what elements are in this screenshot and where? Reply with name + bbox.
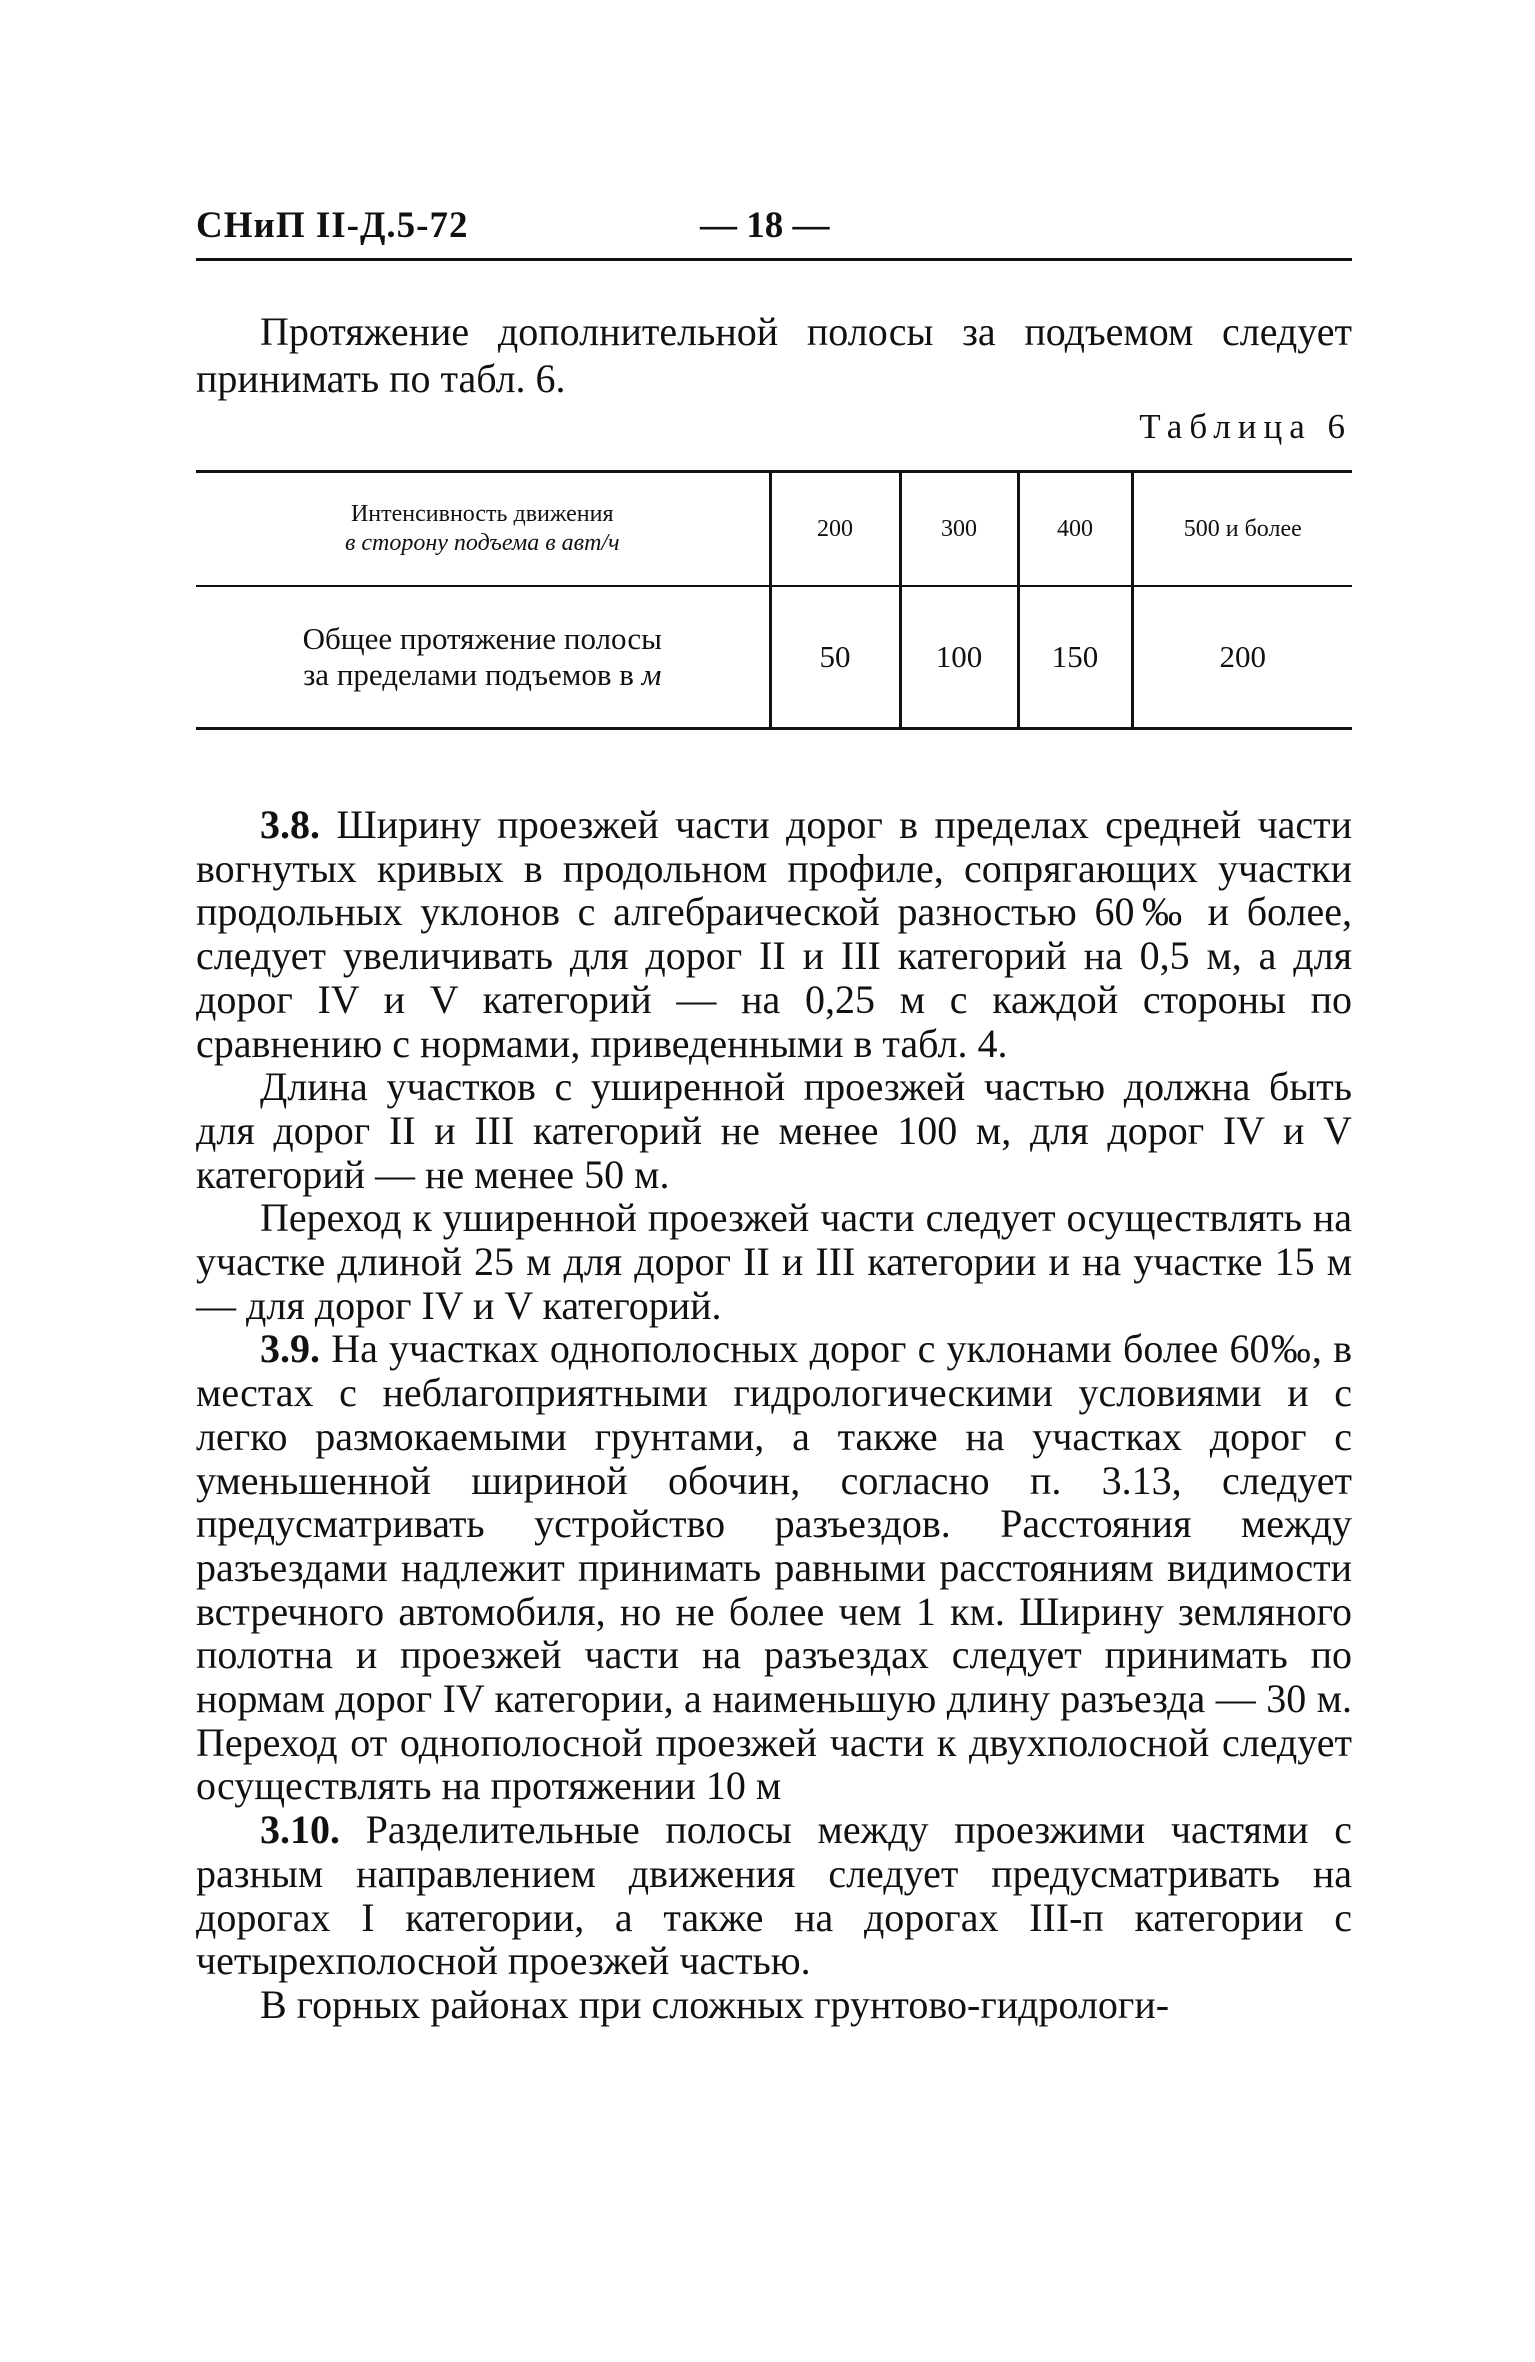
table-cell: 500 и более [1132, 472, 1352, 587]
paragraph: Переход к уширенной проезжей части следует осуществлять на участке длиной 25 м для дорог II и III категории и на участке 15 м — для дорог IV и V категорий. [196, 1195, 1352, 1328]
intro-paragraph: Протяжение дополнительной полосы за подъемом следует принимать по табл. 6. [196, 309, 1352, 401]
table-row [196, 472, 1352, 587]
table-cell: 200 [1132, 586, 1352, 729]
paragraph: Длина участков с уширенной проезжей частью должна быть для дорог II и III категорий не менее 100 м, для дорог IV и V категорий — не менее 50 м. [196, 1064, 1352, 1197]
row-header-length: Общее протяжение полосы за пределами подъемов в м [302, 621, 662, 692]
table-cell: 150 [1018, 586, 1132, 729]
document-code: СНиП II-Д.5-72 [196, 205, 469, 246]
table-caption: Таблица 6 [1139, 407, 1352, 446]
paragraph: В горных районах при сложных грунтово-гидрологи- [260, 1981, 1170, 2027]
clause-3-10: 3.10. Разделительные полосы между проезжими частями с разным направлением движения следует предусматривать на дорогах I категории, а также на дорогах III-п категории с четырехполосной проезжей частью. [196, 1807, 1352, 1984]
table-cell: 300 [900, 472, 1018, 587]
body-text [196, 803, 1352, 2027]
table-cell: 400 [1018, 472, 1132, 587]
row-header-intensity: Интенсивность движения в сторону подъема в авт/ч [196, 472, 770, 587]
table-row [196, 586, 1352, 729]
table-cell: 50 [770, 586, 900, 729]
clause-number: 3.9. [260, 1326, 320, 1372]
clause-3-9: 3.9. На участках однополосных дорог с уклонами более 60‰, в местах с неблагоприятными гидрологическими условиями и с легко размокаемыми грунтами, а также на участках дорог с уменьшенной шириной обочин, согласно п. 3.13, следует предусматривать устройство разъездов. Расстояния между разъездами надлежит принимать равными расстояниям видимости встречного автомобиля, но не более чем 1 км. Ширину земляного полотна и проезжей части на разъездах следует принимать по нормам дорог IV категории, а наименьшую длину разъезда — 30 м. Переход от однополосной проезжей части к двухполосной следует осуществлять на протяжении 10 м [196, 1326, 1352, 1809]
page-header [196, 198, 1352, 258]
clause-number: 3.8. [260, 802, 320, 847]
clause-number: 3.10. [260, 1807, 340, 1853]
clause-3-8: 3.8. Ширину проезжей части дорог в пределах средней части вогнутых кривых в продольном профиле, сопрягающих участки продольных уклонов с алгебраической разностью 60‰ и более, следует увеличивать для дорог II и III категорий на 0,5 м, а для дорог IV и V категорий — на 0,25 м с каждой стороны по сравнению с нормами, приведенными в табл. 4. [196, 802, 1353, 1066]
table-cell: 100 [900, 586, 1018, 729]
table-6 [196, 470, 1352, 730]
header-divider [196, 258, 1352, 261]
page-number: — 18 — [700, 205, 830, 246]
table-cell: 200 [770, 472, 900, 587]
